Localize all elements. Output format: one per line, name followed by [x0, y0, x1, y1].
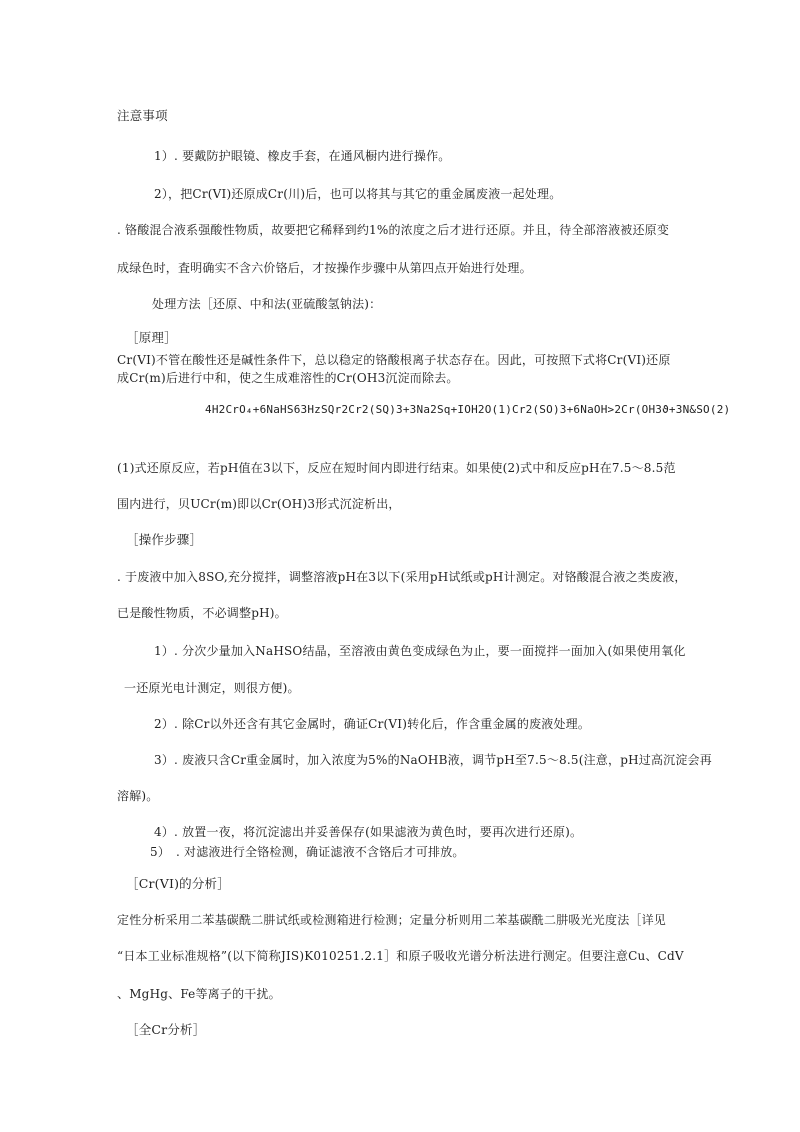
paragraph-line: 围内进行，贝UCr(m)即以Cr(OH)3形式沉淀析出，	[117, 497, 401, 511]
paragraph-line: (1)式还原反应，若pH值在3以下，反应在短时间内即进行结束。如果使(2)式中和反应pH在7.5～8.5范	[117, 461, 676, 475]
principle-heading: ［原理］	[126, 330, 177, 345]
step-item-3: 3）. 废液只含Cr重金属时，加入浓度为5%的NaOHB液，调节pH至7.5～8.5(注意，pH过高沉淀会再	[154, 753, 712, 767]
step-item-4: 4）. 放置一夜，将沉淀滤出并妥善保存(如果滤液为黄色时，要再次进行还原)。	[154, 825, 583, 839]
paragraph-line: Cr(VI)不管在酸性还是碱性条件下，总以稳定的铬酸根离子状态存在。因此，可按照下式将Cr(VI)还原	[117, 353, 671, 367]
paragraph-line: 已是酸性物质，不必调整pH)。	[117, 606, 287, 620]
cr6-analysis-heading: ［Cr(VI)的分析］	[126, 876, 230, 891]
method-title: 处理方法［还原、中和法(亚硫酸氢钠法)：	[152, 297, 382, 311]
note-item-2: 2），把Cr(VI)还原成Cr(川)后，也可以将其与其它的重金属废液一起处理。	[154, 187, 562, 201]
paragraph-line: 成Cr(m)后进行中和，使之生成难溶性的Cr(OH3沉淀而除去。	[117, 371, 459, 385]
paragraph-line: 溶解)。	[117, 789, 159, 803]
step-item-2: 2）. 除Cr以外还含有其它金属时，确证Cr(VI)转化后，作含重金属的废液处理。	[154, 717, 591, 731]
steps-heading: ［操作步骤］	[126, 532, 203, 547]
step-number-5: 5）	[150, 845, 171, 859]
notes-heading: 注意事项	[117, 108, 168, 123]
paragraph-line: 一还原光电计测定，则很方便)。	[124, 681, 300, 695]
paragraph-line: “日本工业标准规格”(以下简称JIS)K010251.2.1］和原子吸收光谱分析法进行测定。但要注意Cu、CdV	[117, 949, 684, 963]
step-item-1: 1）. 分次少量加入NaHSO结晶，至溶液由黄色变成绿色为止，要一面搅拌一面加入(如果使用氧化	[154, 644, 686, 658]
total-cr-analysis-heading: ［全Cr分析］	[126, 1022, 206, 1037]
paragraph-line: . 铬酸混合液系强酸性物质，故要把它稀释到约1%的浓度之后才进行还原。并且，待全部溶液被还原变	[117, 223, 670, 237]
step-item-5: . 对滤液进行全铬检测，确证滤液不含铬后才可排放。	[176, 845, 465, 859]
paragraph-line: 成绿色时，査明确实不含六价铬后，才按操作步骤中从第四点开始进行处理。	[117, 261, 532, 275]
paragraph-line: . 于废液中加入8SO,充分搅拌，调整溶液pH在3以下(采用pH试纸或pH计测定。对铬酸混合液之类废液，	[117, 570, 687, 584]
paragraph-line: 、MgHg、Fe等离子的干扰。	[117, 987, 281, 1001]
note-item-1: 1）. 要戴防护眼镜、橡皮手套，在通风橱内进行操作。	[154, 149, 451, 163]
paragraph-line: 定性分析采用二苯基碳酰二肼试纸或检测箱进行检测；定量分析则用二苯基碳酰二肼吸光光度法［详见	[117, 913, 667, 927]
chemical-equation: 4H2CrO₄+6NaHS63HzSQr2Cr2(SQ)3+3Na2Sq+IOH2O(1)Cr2(SO)3+6NaOH>2Cr(OH3ϑ+3N&SO(2)	[205, 403, 731, 416]
